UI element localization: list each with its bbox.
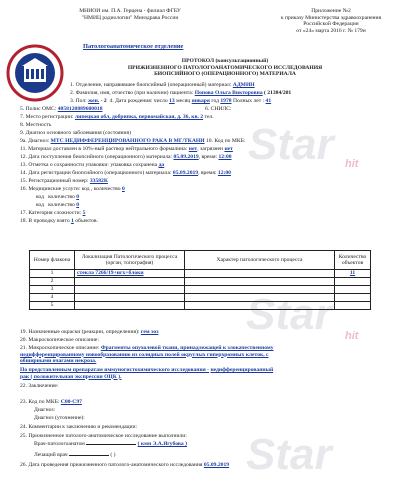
table-row: 5 [30, 302, 371, 310]
field-23: 23. Код по МКБ: С00-С97 [20, 399, 82, 405]
birth-month: января [191, 98, 210, 104]
field-25: 25. Прижизненное патолого-анатомическое исследование выполнили: [20, 433, 187, 439]
field-5: 5. Полис ОМС: 4858120889600018 [20, 106, 103, 112]
field-1: 1. Отделение, направившее биопсийный (операционный) материал: АДМИН [70, 82, 255, 88]
field-15: 15. Регистрационный номер: 33582К [20, 178, 108, 184]
field-12: 12. Дата поступления биопсийного (операционного) материала: 05.09.2019, время: 12:00 [20, 154, 232, 160]
field-13: 13. Отметка о сохранности упаковки: упаковка сохранена да [20, 162, 165, 168]
department-name: Патологоанатомическое отделение [83, 43, 184, 50]
institution-line2: "НМИЦ радиологии" Минздрава России [81, 14, 179, 21]
study-date: 05.09.2019 [203, 462, 230, 468]
col-header-character: Характер патологического процесса [185, 251, 335, 270]
registration-time: 12:00 [217, 170, 231, 176]
appendix-line2: к приказу Министерства здравоохранения [280, 14, 382, 21]
pathologist-name: ( кмн Э.А.Ягубова ) [137, 441, 187, 447]
appendix-line4: от «24» марта 2016 г. № 179н [296, 27, 366, 34]
institution-name [60, 8, 200, 21]
field-16-row2: код количество 0 [36, 194, 80, 200]
watermark-star-1: Star [248, 120, 334, 169]
field-23-diagnosis-refined: Диагноз (уточнение): [34, 415, 85, 421]
oms-policy: 4858120889600018 [57, 106, 103, 112]
field-6: 6. СНИЛС: [205, 106, 232, 112]
field-25-doctor: Врач-патологоанатом ( кмн Э.А.Ягубова ) [34, 441, 187, 447]
birth-day: 13 [169, 98, 175, 104]
table-row: 3 [30, 286, 371, 294]
field-24: 24. Комментарии к заключению и рекомендации: [20, 424, 138, 430]
complexity-category: 5 [82, 210, 86, 216]
field-11: 11. Материал доставлен в 10%-ный раствор нейтрального формалина: нет, загрязнен нет [20, 146, 233, 152]
appendix-line3: Российской Федерации [303, 21, 359, 28]
watermark-hit-2: hit [345, 330, 359, 342]
col-header-quantity: Количество объектов [335, 251, 371, 270]
field-16: 16. Медицинские услуги: код , количество 0 [20, 186, 125, 192]
col-header-number: Номер флакона [30, 251, 75, 270]
col-header-location: Локализация Патологического процесса (орган, топография) [75, 251, 185, 270]
appendix-line1: Приложение №2 [311, 8, 351, 14]
watermark-hit-1: hit [345, 158, 359, 170]
field-17: 17. Категория сложности: 5 [20, 210, 86, 216]
field-1-value: АДМИН [232, 82, 255, 88]
table-row: 4 [30, 294, 371, 302]
birth-year: 1978 [220, 98, 232, 104]
field-22: 22. Заключение: [20, 383, 59, 389]
appendix-block [268, 8, 394, 34]
patient-name: Попова Ольга Викторовна [194, 90, 263, 96]
institution-logo [6, 44, 64, 102]
stains: гем эоз [140, 329, 159, 335]
patient-sex: жен. [88, 98, 100, 104]
watermark-star-2: Star [246, 290, 332, 339]
field-20: 20. Макроскопическое описание: [20, 337, 99, 343]
specimen-table [29, 250, 371, 310]
patient-id: ( 21384/201 [264, 90, 292, 96]
field-9a: 9a. Диагноз: МТС НЕДИФФЕРЕНЦИРОВАННОГО РАКА В МГ/ТКАНИ 10. Код по МКБ: [20, 138, 246, 144]
patient-age: 41 [265, 98, 272, 104]
title-line3: БИОПСИЙНОГО (ОПЕРАЦИОННОГО) МАТЕРИАЛА [154, 71, 296, 78]
registration-number: 33582К [89, 178, 108, 184]
field-26: 26. Дата проведения прижизненного патолого-анатомического исследования 05.09.2019 [20, 462, 230, 468]
field-7: 7. Место регистрации: липецкая обл, добринка, первомайская, д. 36, кв. 2 тел. [20, 114, 214, 120]
field-21: 21. Микроскопическое описание: Фрагменты опухолевой ткани, принадлежащей к злокачественному недифференцированному новообразованию из солидных полей округлых гиперхромных клеток, с обширными очагами некроза. [20, 345, 274, 365]
receipt-date: 05.09.2019 [173, 154, 199, 160]
table-row: 2 [30, 278, 371, 286]
field-9: 9. Диагноз основного заболевания (состояния) [20, 130, 131, 136]
receipt-time: 12:00 [218, 154, 232, 160]
icd-code: С00-С97 [60, 399, 82, 405]
table-row: 1 стекла 7266/19+игх+блоки 11 [30, 270, 371, 278]
watermark-star-3: Star [246, 430, 332, 479]
field-8: 8. Местность [20, 122, 52, 128]
field-16-row3: код количество 0 [36, 202, 80, 208]
field-23-diagnosis: Диагноз: [34, 407, 56, 413]
field-14: 14. Дата регистрации биопсийного (операционного) материала: 05.09.2019, время: 12:00 [20, 170, 231, 176]
registration-address: липецкая обл, добринка, первомайская, д. 36, кв. 2 [74, 114, 204, 120]
field-21-ihc: По представленным препаратам иммуногистохимического исследования - недифференцированный рак ( положительная экспрессия ОЦК ). [20, 367, 274, 380]
title-line2: ПРИЖИЗНЕННОГО ПАТОЛОГОАНАТОМИЧЕСКОГО ИССЛЕДОВАНИЯ [127, 64, 323, 71]
title-line1: ПРОТОКОЛ (консультационный) [181, 58, 269, 64]
table-header [30, 251, 371, 270]
field-19: 19. Назначенные окраски (реакции, определения): гем эоз [20, 329, 159, 335]
registration-date: 05.09.2019 [172, 170, 199, 176]
protocol-title [70, 58, 380, 78]
institution-line1: МНИОИ им. П.А. Герцена - филиал ФГБУ [79, 8, 181, 14]
diagnosis: МТС НЕДИФФЕРЕНЦИРОВАННОГО РАКА В МГ/ТКАНИ [50, 138, 205, 144]
field-18: 18. В проводку взято 1 объектов. [20, 218, 98, 224]
field-3-4: 3. Пол: жен. - 2 4. Дата рождения: число 13 месяц января год 1978 Полных лет : 41 [70, 98, 272, 104]
field-25-attending: Лечащий врач ( ) [34, 452, 116, 458]
field-2: 2. Фамилия, имя, отчество (при наличии) пациента: Попова Ольга Викторовна ( 21384/201 [70, 90, 292, 96]
